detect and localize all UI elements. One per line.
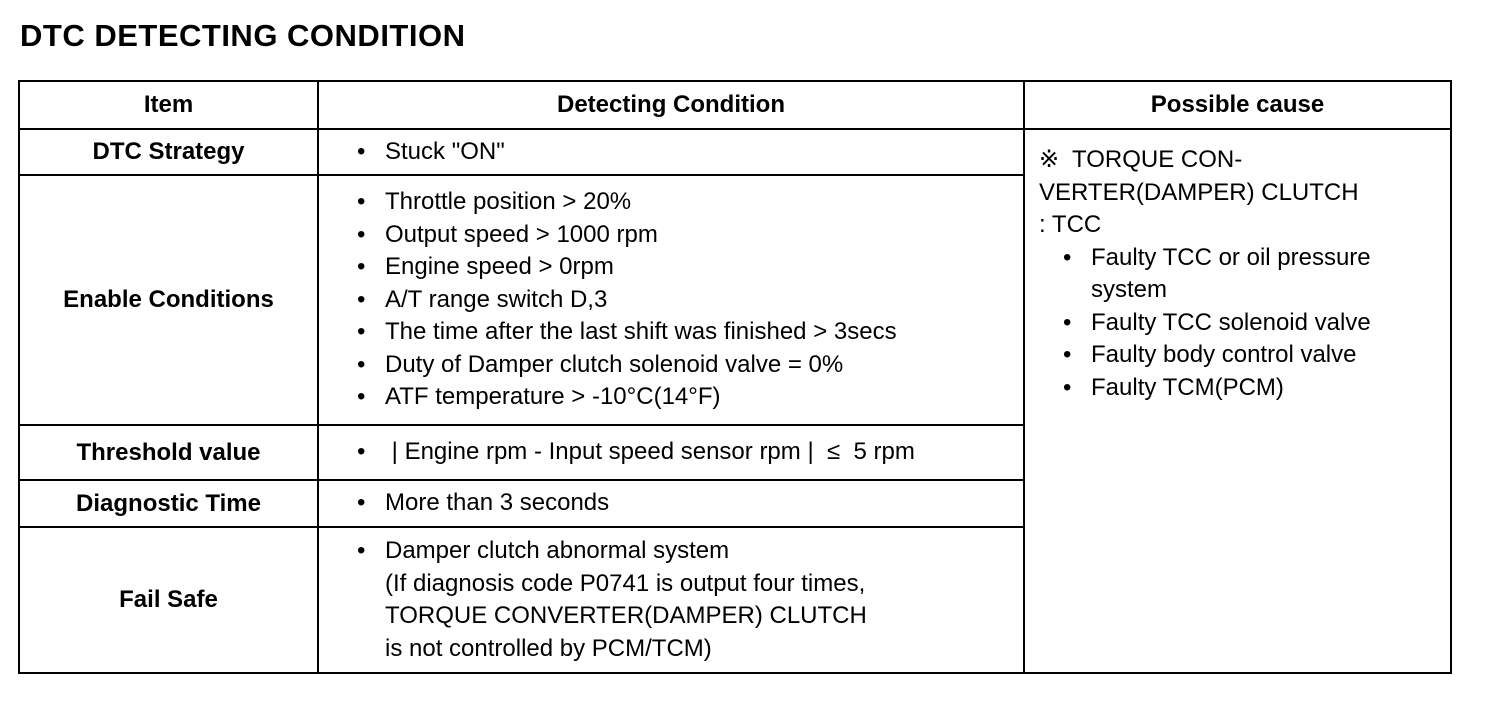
possible-cause-cell <box>1024 129 1451 673</box>
conditions-enable <box>318 175 1024 425</box>
cause-item: • Faulty TCC solenoid valve <box>1063 307 1442 340</box>
cause-title-line: : TCC <box>1039 211 1102 238</box>
cause-title-line: TORQUE CON- <box>1072 146 1243 173</box>
condition-continuation: is not controlled by PCM/TCM) <box>385 634 712 662</box>
header-possible-cause: Possible cause <box>1024 81 1451 129</box>
condition-continuation: TORQUE CONVERTER(DAMPER) CLUTCH <box>385 602 867 629</box>
item-fail-safe: Fail Safe <box>19 527 318 673</box>
header-item: Item <box>19 81 318 129</box>
conditions-fail-safe <box>318 527 1024 673</box>
conditions-diagnostic-time <box>318 480 1024 527</box>
page-title: DTC DETECTING CONDITION <box>20 18 466 53</box>
table-header-row <box>19 81 1451 129</box>
item-enable-conditions: Enable Conditions <box>19 175 318 425</box>
cause-item: • Faulty TCC or oil pressure system <box>1063 242 1442 307</box>
condition-item: • | Engine rpm - Input speed sensor rpm | ≤ 5 rpm <box>357 436 1023 469</box>
condition-item: • Damper clutch abnormal system <box>357 535 1023 568</box>
condition-item: • Engine speed > 0rpm <box>357 251 1023 284</box>
condition-item: • The time after the last shift was finished > 3secs <box>357 316 1023 349</box>
condition-item: • A/T range switch D,3 <box>357 284 1023 317</box>
condition-item: • ATF temperature > -10°C(14°F) <box>357 381 1023 414</box>
item-dtc-strategy: DTC Strategy <box>19 129 318 175</box>
conditions-dtc-strategy <box>318 129 1024 175</box>
row-dtc-strategy <box>19 129 1451 175</box>
condition-item: • Duty of Damper clutch solenoid valve = 0% <box>357 349 1023 382</box>
condition-item: • Stuck "ON" <box>357 136 1023 169</box>
condition-item: • Throttle position > 20% <box>357 186 1023 219</box>
conditions-threshold <box>318 425 1024 480</box>
cause-title <box>1039 144 1442 242</box>
reference-mark-icon: ※ <box>1039 146 1060 173</box>
condition-continuation: (If diagnosis code P0741 is output four times, <box>385 569 866 597</box>
condition-item: • More than 3 seconds <box>357 487 1023 520</box>
cause-item: • Faulty TCM(PCM) <box>1063 372 1442 405</box>
item-threshold-value: Threshold value <box>19 425 318 480</box>
dtc-condition-table <box>18 80 1452 674</box>
cause-list <box>1063 242 1442 405</box>
condition-item: • Output speed > 1000 rpm <box>357 219 1023 252</box>
cause-title-line: VERTER(DAMPER) CLUTCH <box>1039 178 1359 206</box>
item-diagnostic-time: Diagnostic Time <box>19 480 318 527</box>
cause-item: • Faulty body control valve <box>1063 339 1442 372</box>
header-detecting-condition: Detecting Condition <box>318 81 1024 129</box>
